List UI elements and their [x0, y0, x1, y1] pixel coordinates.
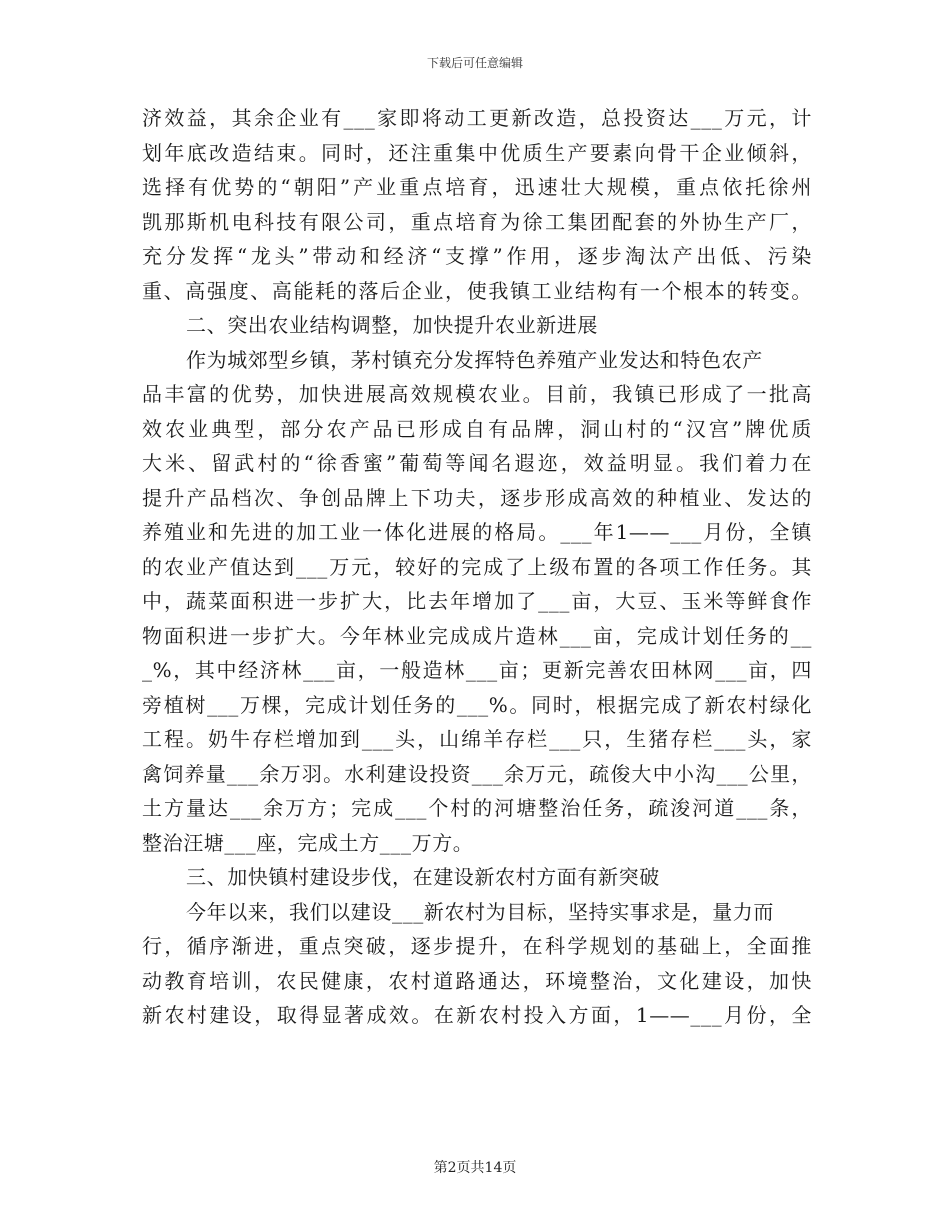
body-line: 新农村建设，取得显著成效。在新农村投入方面，1——___月份，全	[142, 1003, 812, 1027]
body-line: 土方量达___余万方；完成___个村的河塘整治任务，疏浚河道___条，	[142, 796, 812, 820]
page-number-footer: 第2页共14页	[433, 1160, 517, 1176]
body-line: _%，其中经济林___亩，一般造林___亩；更新完善农田林网___亩，四	[142, 658, 812, 682]
body-line: 效农业典型，部分农产品已形成自有品牌，洞山村的“汉宫”牌优质	[142, 416, 812, 441]
body-line: 物面积进一步扩大。今年林业完成成片造林___亩，完成计划任务的__	[142, 623, 812, 648]
body-line: 禽饲养量___余万羽。水利建设投资___余万元，疏俊大中小沟___公里，	[142, 761, 812, 786]
paragraph-first-line: 作为城郊型乡镇，茅村镇充分发挥特色养殖产业发达和特色农产	[186, 347, 763, 372]
body-line: 凯那斯机电科技有限公司，重点培育为徐工集团配套的外协生产厂，	[142, 209, 812, 234]
body-line: 划年底改造结束。同时，还注重集中优质生产要素向骨干企业倾斜，	[142, 140, 812, 165]
body-line: 工程。奶牛存栏增加到___头，山绵羊存栏___只，生猪存栏___头，家	[142, 727, 812, 751]
body-line: 重、高强度、高能耗的落后企业，使我镇工业结构有一个根本的转变。	[142, 278, 812, 303]
body-line: 济效益，其余企业有___家即将动工更新改造，总投资达___万元，计	[142, 106, 812, 130]
page-header: 下载后可任意编辑	[426, 56, 523, 70]
section-heading: 二、突出农业结构调整，加快提升农业新进展	[186, 313, 598, 337]
body-line: 中，蔬菜面积进一步扩大，比去年增加了___亩，大豆、玉米等鲜食作	[142, 589, 812, 613]
paragraph-last-line: 整治汪塘___座，完成土方___万方。	[142, 830, 474, 855]
body-line: 养殖业和先进的加工业一体化进展的格局。___年1——___月份，全镇	[142, 520, 812, 544]
body-line: 选择有优势的“朝阳”产业重点培育，迅速壮大规模，重点依托徐州	[142, 175, 812, 199]
body-line: 旁植树___万棵，完成计划任务的___%。同时，根据完成了新农村绿化	[142, 692, 812, 717]
section-heading: 三、加快镇村建设步伐，在建设新农村方面有新突破	[186, 865, 660, 889]
body-line: 的农业产值达到___万元，较好的完成了上级布置的各项工作任务。其	[142, 554, 812, 579]
body-line: 动教育培训，农民健康，农村道路通达，环境整治，文化建设，加快	[142, 968, 812, 993]
body-line: 提升产品档次、争创品牌上下功夫，逐步形成高效的种植业、发达的	[142, 485, 812, 510]
body-line: 充分发挥“龙头”带动和经济“支撑”作用，逐步淘汰产出低、污染	[142, 244, 812, 268]
body-line: 行，循序渐进，重点突破，逐步提升，在科学规划的基础上，全面推	[142, 934, 812, 958]
document-body	[142, 101, 812, 1033]
body-line: 大米、留武村的“徐香蜜”葡萄等闻名遐迩，效益明显。我们着力在	[142, 451, 812, 475]
body-line: 品丰富的优势，加快进展高效规模农业。目前，我镇已形成了一批高	[142, 382, 812, 406]
paragraph-first-line: 今年以来，我们以建设___新农村为目标，坚持实事求是，量力而	[186, 899, 774, 924]
